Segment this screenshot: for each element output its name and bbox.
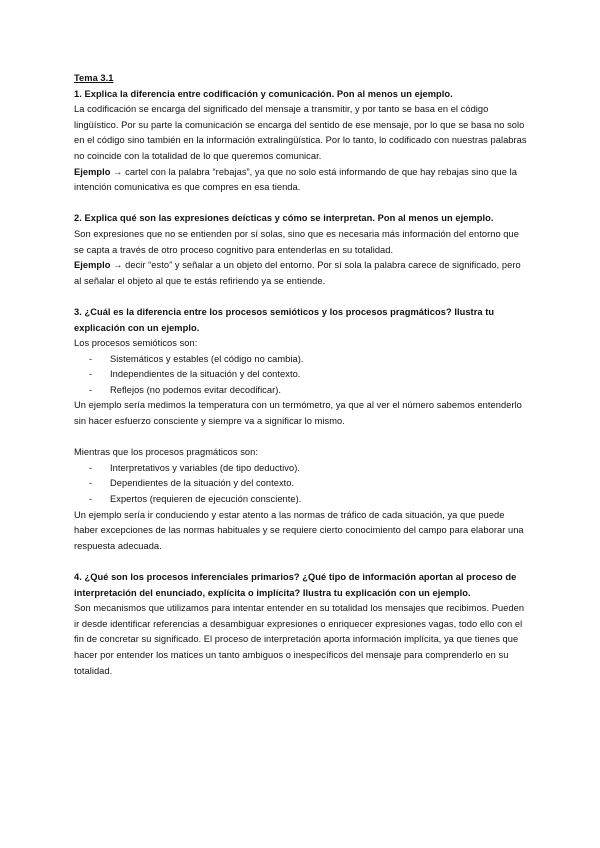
document-page <box>74 71 530 679</box>
semiotic-list <box>74 352 530 399</box>
answer-4: Son mecanismos que utilizamos para intentar entender en su totalidad los mensajes que recibimos. Pueden ir desde identificar referencias a desambiguar expresiones o enriquecer expresiones vagas, todo ello con el fin de concretar su significado. El proceso de interpretación aporta información implícita, ya que tienes que hacer por entender los matices un tanto ambiguos o inespecíficos del mensaje para comprenderlo en su totalidad. <box>74 603 525 676</box>
pragmatic-example: Un ejemplo sería ir conduciendo y estar atento a las normas de tráfico de cada situación, ya que puede haber excepciones de las normas habituales y se requiere cierto conocimiento del campo para elaborar una respuesta adecuada. <box>74 509 524 551</box>
pragmatic-intro: Mientras que los procesos pragmáticos son: <box>74 447 258 458</box>
spacer <box>74 289 530 305</box>
spacer <box>74 430 530 446</box>
answer-2: Son expresiones que no se entienden por sí solas, sino que es necesaria más información del entorno que se capta a través de otro proceso cognitivo para entenderlas en su totalidad. <box>74 228 519 255</box>
semiotic-intro: Los procesos semióticos son: <box>74 338 198 349</box>
example-1-label: Ejemplo <box>74 166 111 177</box>
list-item: - Independientes de la situación y del contexto. <box>74 367 530 383</box>
list-item: - Interpretativos y variables (de tipo deductivo). <box>74 461 530 477</box>
semiotic-example: Un ejemplo sería medimos la temperatura con un termómetro, ya que al ver el número sabemos entenderlo sin hacer esfuerzo consciente y siempre va a significar lo mismo. <box>74 400 522 427</box>
question-1: 1. Explica la diferencia entre codificación y comunicación. Pon al menos un ejemplo. <box>74 88 453 99</box>
example-1 <box>74 165 530 196</box>
list-item: - Sistemáticos y estables (el código no cambia). <box>74 352 530 368</box>
example-2-text: → decir “esto” y señalar a un objeto del entorno. Por sí sola la palabra carece de significado, pero al señalar el objeto al que te estás refiriendo ya se entiende. <box>74 260 521 286</box>
question-4: 4. ¿Qué son los procesos inferenciales primarios? ¿Qué tipo de información aportan al proceso de interpretación del enunciado, explícita o implícita? Ilustra tu explicación con un ejemplo. <box>74 572 517 598</box>
spacer <box>74 196 530 212</box>
document-title: Tema 3.1 <box>74 73 114 83</box>
question-2: 2. Explica qué son las expresiones deícticas y cómo se interpretan. Pon al menos un ejemplo. <box>74 213 494 224</box>
list-item: - Dependientes de la situación y del contexto. <box>74 476 530 492</box>
example-2 <box>74 258 530 289</box>
question-3: 3. ¿Cuál es la diferencia entre los procesos semióticos y los procesos pragmáticos? Ilustra tu explicación con un ejemplo. <box>74 306 495 333</box>
pragmatic-list <box>74 461 530 508</box>
list-item: - Expertos (requieren de ejecución consciente). <box>74 492 530 508</box>
example-2-label: Ejemplo <box>74 260 111 271</box>
answer-1: La codificación se encarga del significado del mensaje a transmitir, y por tanto se basa en el código lingüístico. Por su parte la comunicación se encarga del sentido de ese mensaje, por lo que se basa no solo en el código sino también en la información extralingüística. Por lo tanto, lo codificado con nuestras palabras no coincide con la totalidad de lo que queremos comunicar. <box>74 104 527 161</box>
example-1-text: → cartel con la palabra “rebajas”, ya que no solo está informando de que hay rebajas sino que la intención comunicativa es que compres en esa tienda. <box>74 166 517 193</box>
spacer <box>74 554 530 570</box>
list-item: - Reflejos (no podemos evitar decodificar). <box>74 383 530 399</box>
